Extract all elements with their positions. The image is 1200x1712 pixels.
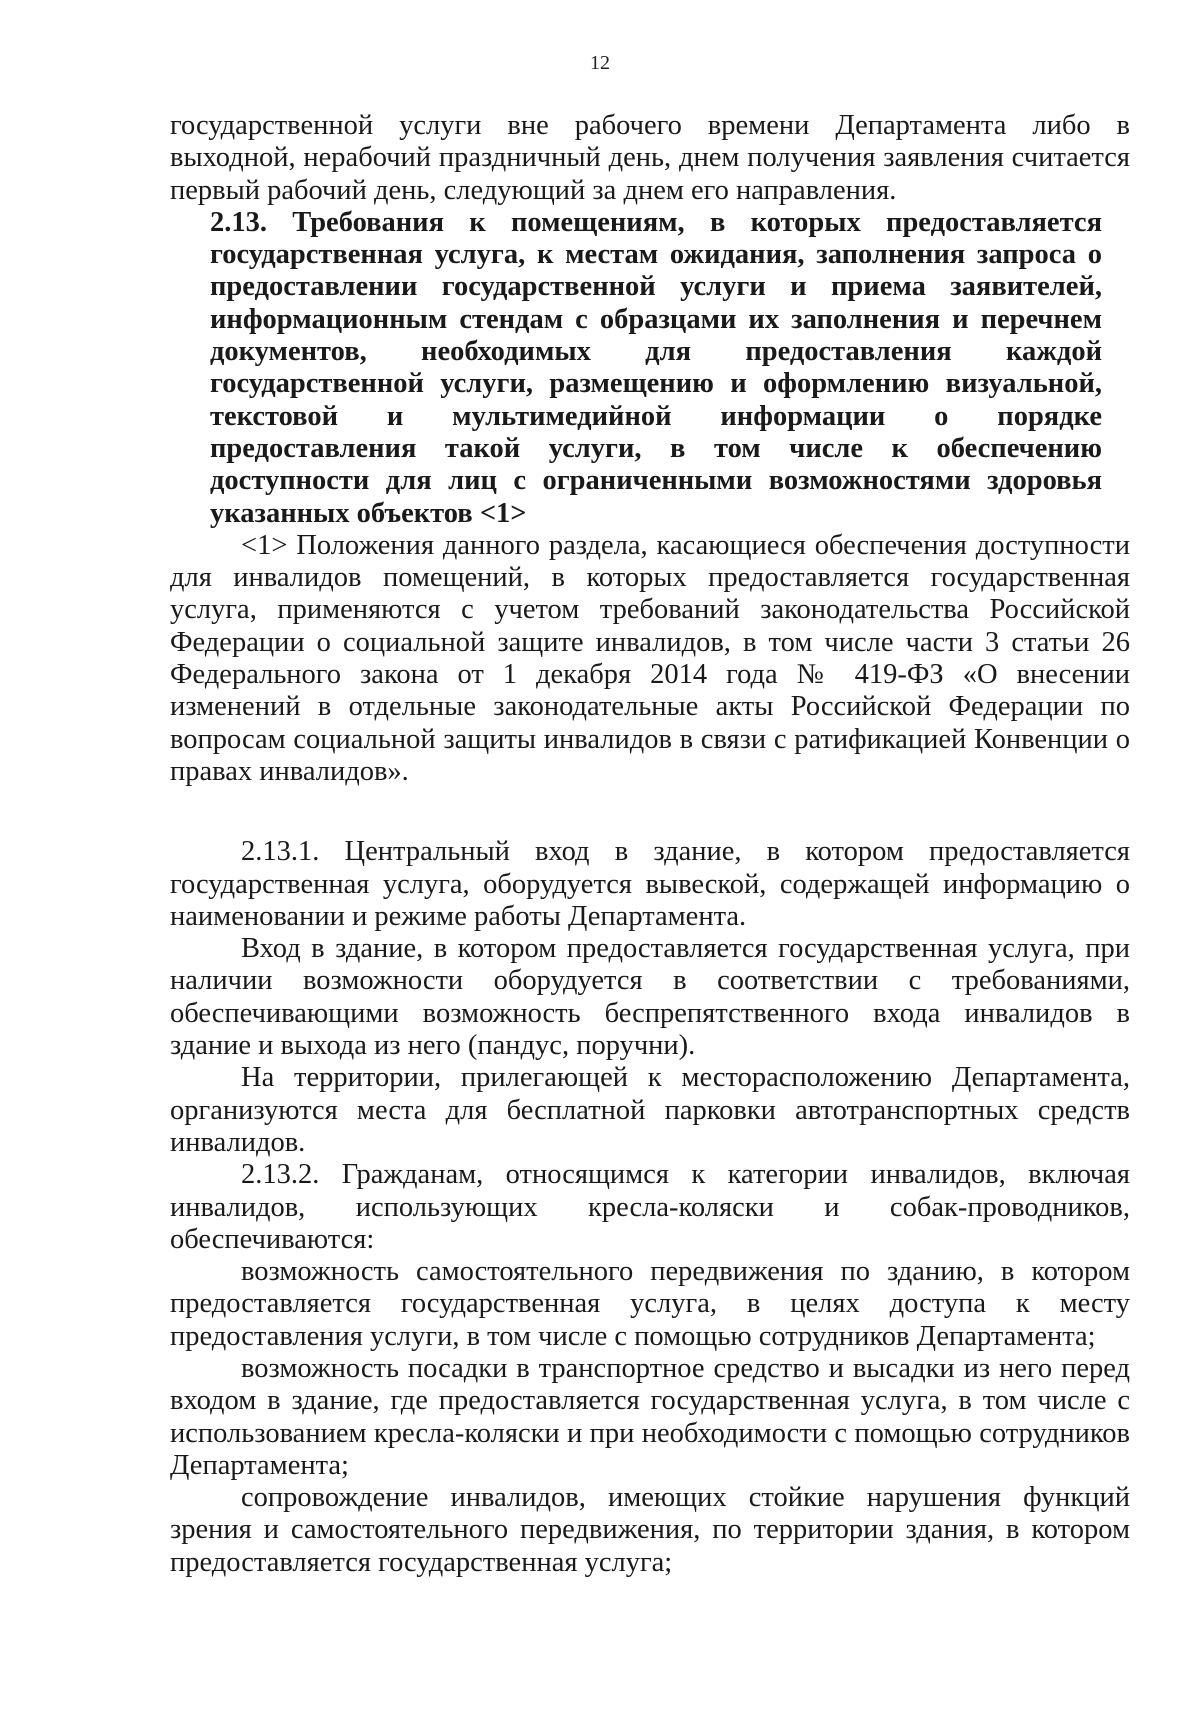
paragraph-2-13-1: 2.13.1. Центральный вход в здание, в котором предоставляется государственная услуга, оборудуется вывеской, содержащей информацию о наименовании и режиме работы Департамента. [170, 836, 1130, 932]
paragraph-intro: государственной услуги вне рабочего времени Департамента либо в выходной, нерабочий праздничный день, днем получения заявления считается первый рабочий день, следующий за днем его направления. [170, 110, 1130, 206]
paragraph-2-13-2: 2.13.2. Гражданам, относящимся к категории инвалидов, включая инвалидов, использующих кресла-коляски и собак-проводников, обеспечиваются: [170, 1159, 1130, 1255]
section-heading-2-13: 2.13. Требования к помещениям, в которых предоставляется государственная услуга, к местам ожидания, заполнения запроса о предоставлении государственной услуги и приема заявителей, информационным стендам с образцами их заполнения и перечнем документов, необходимых для предоставления каждой государственной услуги, размещению и оформлению визуальной, текстовой и мультимедийной информации о порядке предоставления такой услуги, в том числе к обеспечению доступности для лиц с ограниченными возможностями здоровья указанных объектов <1> [210, 206, 1102, 529]
document-body [170, 110, 1130, 1579]
paragraph-entrance: Вход в здание, в котором предоставляется государственная услуга, при наличии возможности оборудуется в соответствии с требованиями, обеспечивающими возможность беспрепятственного входа инвалидов в здание и выхода из него (пандус, поручни). [170, 933, 1130, 1062]
page-number: 12 [590, 52, 610, 74]
paragraph-escort: сопровождение инвалидов, имеющих стойкие нарушения функций зрения и самостоятельного передвижения, по территории здания, в котором предоставляется государственная услуга; [170, 1482, 1130, 1578]
paragraph-movement: возможность самостоятельного передвижения по зданию, в котором предоставляется государственная услуга, в целях доступа к месту предоставления услуги, в том числе с помощью сотрудников Департамента; [170, 1256, 1130, 1352]
paragraph-boarding: возможность посадки в транспортное средство и высадки из него перед входом в здание, где предоставляется государственная услуга, в том числе с использованием кресла-коляски и при необходимости с помощью сотрудников Департамента; [170, 1352, 1130, 1481]
footnote-1: <1> Положения данного раздела, касающиеся обеспечения доступности для инвалидов помещений, в которых предоставляется государственная услуга, применяются с учетом требований законодательства Российской Федерации о социальной защите инвалидов, в том числе части 3 статьи 26 Федерального закона от 1 декабря 2014 года № 419-ФЗ «О внесении изменений в отдельные законодательные акты Российской Федерации по вопросам социальной защиты инвалидов в связи с ратификацией Конвенции о правах инвалидов». [170, 529, 1130, 787]
paragraph-parking: На территории, прилегающей к месторасположению Департамента, организуются места для бесплатной парковки автотранспортных средств инвалидов. [170, 1062, 1130, 1158]
